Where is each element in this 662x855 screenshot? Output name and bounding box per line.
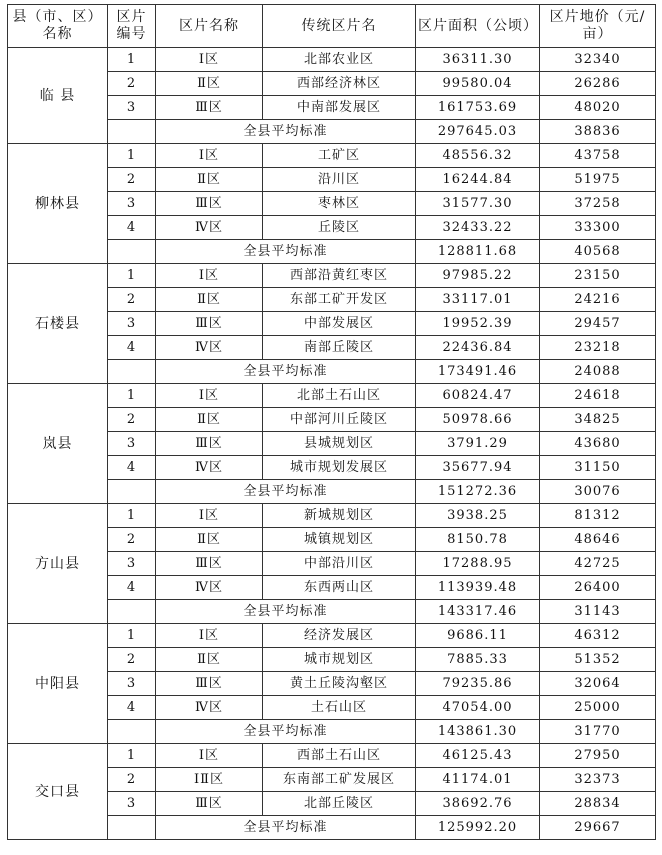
table-row — [8, 144, 656, 168]
average-row-blank-cell — [108, 816, 156, 840]
traditional-zone-name-cell: 西部经济林区 — [263, 72, 416, 96]
traditional-zone-name-cell: 北部农业区 — [263, 48, 416, 72]
zone-number-cell: 2 — [108, 288, 156, 312]
traditional-zone-name-cell: 中部沿川区 — [263, 552, 416, 576]
zone-number-cell: 1 — [108, 48, 156, 72]
zone-number-cell: 2 — [108, 528, 156, 552]
zone-number-cell: 3 — [108, 552, 156, 576]
zone-area-cell: 16244.84 — [416, 168, 540, 192]
zone-price-cell: 31150 — [540, 456, 656, 480]
zone-number-cell: 4 — [108, 576, 156, 600]
header-zone-land-price: 区片地价（元/亩） — [540, 5, 656, 48]
header-traditional-zone-name: 传统区片名 — [263, 5, 416, 48]
zone-price-cell: 48646 — [540, 528, 656, 552]
zone-name-cell: Ⅰ区 — [156, 624, 263, 648]
zone-price-cell: 32064 — [540, 672, 656, 696]
zone-name-cell: ⅠⅡ区 — [156, 768, 263, 792]
average-row-blank-cell — [108, 360, 156, 384]
zone-name-cell: Ⅲ区 — [156, 792, 263, 816]
zone-price-cell: 37258 — [540, 192, 656, 216]
zone-name-cell: Ⅲ区 — [156, 672, 263, 696]
zone-number-cell: 1 — [108, 744, 156, 768]
zone-area-cell: 31577.30 — [416, 192, 540, 216]
zone-price-cell: 33300 — [540, 216, 656, 240]
zone-area-cell: 46125.43 — [416, 744, 540, 768]
zone-name-cell: Ⅱ区 — [156, 168, 263, 192]
zone-name-cell: Ⅲ区 — [156, 552, 263, 576]
zone-name-cell: Ⅰ区 — [156, 744, 263, 768]
zone-area-cell: 3791.29 — [416, 432, 540, 456]
county-total-area-cell: 143861.30 — [416, 720, 540, 744]
traditional-zone-name-cell: 北部土石山区 — [263, 384, 416, 408]
zone-area-cell: 161753.69 — [416, 96, 540, 120]
zone-price-cell: 51352 — [540, 648, 656, 672]
zone-number-cell: 2 — [108, 768, 156, 792]
header-zone-number: 区片编号 — [108, 5, 156, 48]
zone-area-cell: 38692.76 — [416, 792, 540, 816]
zone-number-cell: 4 — [108, 216, 156, 240]
county-name-cell: 中阳县 — [8, 624, 108, 744]
zone-number-cell: 4 — [108, 336, 156, 360]
table-row — [8, 264, 656, 288]
zone-name-cell: Ⅲ区 — [156, 192, 263, 216]
zone-area-cell: 19952.39 — [416, 312, 540, 336]
table-row — [8, 624, 656, 648]
zone-price-cell: 46312 — [540, 624, 656, 648]
zone-name-cell: Ⅰ区 — [156, 384, 263, 408]
zone-number-cell: 1 — [108, 384, 156, 408]
county-average-price-cell: 38836 — [540, 120, 656, 144]
traditional-zone-name-cell: 新城规划区 — [263, 504, 416, 528]
zone-area-cell: 79235.86 — [416, 672, 540, 696]
traditional-zone-name-cell: 枣林区 — [263, 192, 416, 216]
county-average-price-cell: 29667 — [540, 816, 656, 840]
zone-name-cell: Ⅰ区 — [156, 504, 263, 528]
zone-area-cell: 17288.95 — [416, 552, 540, 576]
zone-price-cell: 26400 — [540, 576, 656, 600]
average-row-blank-cell — [108, 480, 156, 504]
county-average-label: 全县平均标准 — [156, 480, 416, 504]
zone-area-cell: 48556.32 — [416, 144, 540, 168]
zone-area-cell: 9686.11 — [416, 624, 540, 648]
zone-area-cell: 35677.94 — [416, 456, 540, 480]
zone-area-cell: 99580.04 — [416, 72, 540, 96]
header-row — [8, 5, 656, 48]
traditional-zone-name-cell: 中部河川丘陵区 — [263, 408, 416, 432]
traditional-zone-name-cell: 西部土石山区 — [263, 744, 416, 768]
zone-area-cell: 7885.33 — [416, 648, 540, 672]
zone-price-cell: 24216 — [540, 288, 656, 312]
zone-price-cell: 43758 — [540, 144, 656, 168]
traditional-zone-name-cell: 黄土丘陵沟壑区 — [263, 672, 416, 696]
zone-number-cell: 3 — [108, 192, 156, 216]
zone-price-cell: 29457 — [540, 312, 656, 336]
zone-number-cell: 3 — [108, 672, 156, 696]
traditional-zone-name-cell: 东部工矿开发区 — [263, 288, 416, 312]
zone-name-cell: Ⅳ区 — [156, 696, 263, 720]
zone-price-cell: 42725 — [540, 552, 656, 576]
county-total-area-cell: 128811.68 — [416, 240, 540, 264]
traditional-zone-name-cell: 西部沿黄红枣区 — [263, 264, 416, 288]
zone-number-cell: 1 — [108, 504, 156, 528]
zone-name-cell: Ⅳ区 — [156, 336, 263, 360]
county-average-label: 全县平均标准 — [156, 720, 416, 744]
county-name-cell: 柳林县 — [8, 144, 108, 264]
county-total-area-cell: 173491.46 — [416, 360, 540, 384]
county-average-price-cell: 31770 — [540, 720, 656, 744]
county-average-price-cell: 31143 — [540, 600, 656, 624]
zone-area-cell: 50978.66 — [416, 408, 540, 432]
zone-name-cell: Ⅲ区 — [156, 432, 263, 456]
zone-name-cell: Ⅰ区 — [156, 264, 263, 288]
zone-number-cell: 3 — [108, 96, 156, 120]
zone-price-cell: 27950 — [540, 744, 656, 768]
zone-price-cell: 32373 — [540, 768, 656, 792]
zone-number-cell: 1 — [108, 624, 156, 648]
zone-area-cell: 113939.48 — [416, 576, 540, 600]
traditional-zone-name-cell: 中部发展区 — [263, 312, 416, 336]
zone-name-cell: Ⅱ区 — [156, 408, 263, 432]
zone-price-cell: 34825 — [540, 408, 656, 432]
zone-number-cell: 3 — [108, 312, 156, 336]
county-average-label: 全县平均标准 — [156, 816, 416, 840]
zone-area-cell: 22436.84 — [416, 336, 540, 360]
zone-area-cell: 97985.22 — [416, 264, 540, 288]
county-name-cell: 石楼县 — [8, 264, 108, 384]
header-county-name: 县（市、区）名称 — [8, 5, 108, 48]
traditional-zone-name-cell: 城镇规划区 — [263, 528, 416, 552]
county-total-area-cell: 297645.03 — [416, 120, 540, 144]
zone-area-cell: 33117.01 — [416, 288, 540, 312]
county-average-label: 全县平均标准 — [156, 360, 416, 384]
county-name-cell: 方山县 — [8, 504, 108, 624]
zone-number-cell: 4 — [108, 696, 156, 720]
zone-name-cell: Ⅱ区 — [156, 288, 263, 312]
traditional-zone-name-cell: 经济发展区 — [263, 624, 416, 648]
county-average-price-cell: 24088 — [540, 360, 656, 384]
table-row — [8, 48, 656, 72]
zone-number-cell: 1 — [108, 264, 156, 288]
traditional-zone-name-cell: 丘陵区 — [263, 216, 416, 240]
average-row-blank-cell — [108, 240, 156, 264]
zone-name-cell: Ⅳ区 — [156, 456, 263, 480]
zone-number-cell: 2 — [108, 408, 156, 432]
zone-price-cell: 23218 — [540, 336, 656, 360]
zone-name-cell: Ⅱ区 — [156, 72, 263, 96]
traditional-zone-name-cell: 城市规划发展区 — [263, 456, 416, 480]
zone-price-cell: 28834 — [540, 792, 656, 816]
zone-number-cell: 3 — [108, 792, 156, 816]
zone-name-cell: Ⅳ区 — [156, 216, 263, 240]
traditional-zone-name-cell: 南部丘陵区 — [263, 336, 416, 360]
county-name-cell: 交口县 — [8, 744, 108, 840]
table-header — [8, 5, 656, 48]
table-row — [8, 504, 656, 528]
traditional-zone-name-cell: 东南部工矿发展区 — [263, 768, 416, 792]
traditional-zone-name-cell: 城市规划区 — [263, 648, 416, 672]
header-zone-name: 区片名称 — [156, 5, 263, 48]
traditional-zone-name-cell: 东西两山区 — [263, 576, 416, 600]
county-average-price-cell: 40568 — [540, 240, 656, 264]
county-average-label: 全县平均标准 — [156, 240, 416, 264]
zone-name-cell: Ⅰ区 — [156, 48, 263, 72]
county-average-label: 全县平均标准 — [156, 600, 416, 624]
average-row-blank-cell — [108, 720, 156, 744]
zone-area-cell: 32433.22 — [416, 216, 540, 240]
county-average-price-cell: 30076 — [540, 480, 656, 504]
county-total-area-cell: 151272.36 — [416, 480, 540, 504]
zone-area-cell: 41174.01 — [416, 768, 540, 792]
zone-name-cell: Ⅳ区 — [156, 576, 263, 600]
zone-price-cell: 51975 — [540, 168, 656, 192]
county-average-label: 全县平均标准 — [156, 120, 416, 144]
zone-price-cell: 48020 — [540, 96, 656, 120]
county-total-area-cell: 143317.46 — [416, 600, 540, 624]
table-row — [8, 744, 656, 768]
traditional-zone-name-cell: 县城规划区 — [263, 432, 416, 456]
traditional-zone-name-cell: 工矿区 — [263, 144, 416, 168]
zone-name-cell: Ⅱ区 — [156, 528, 263, 552]
zone-price-cell: 81312 — [540, 504, 656, 528]
traditional-zone-name-cell: 中南部发展区 — [263, 96, 416, 120]
traditional-zone-name-cell: 土石山区 — [263, 696, 416, 720]
average-row-blank-cell — [108, 600, 156, 624]
zone-price-cell: 24618 — [540, 384, 656, 408]
zone-price-cell: 25000 — [540, 696, 656, 720]
zone-area-cell: 47054.00 — [416, 696, 540, 720]
zone-name-cell: Ⅰ区 — [156, 144, 263, 168]
county-name-cell: 临 县 — [8, 48, 108, 144]
table-body — [8, 48, 656, 840]
zone-area-cell: 36311.30 — [416, 48, 540, 72]
zone-name-cell: Ⅲ区 — [156, 312, 263, 336]
traditional-zone-name-cell: 沿川区 — [263, 168, 416, 192]
zone-number-cell: 2 — [108, 72, 156, 96]
zone-number-cell: 2 — [108, 168, 156, 192]
average-row-blank-cell — [108, 120, 156, 144]
zone-area-cell: 60824.47 — [416, 384, 540, 408]
land-price-table — [7, 4, 656, 840]
zone-name-cell: Ⅲ区 — [156, 96, 263, 120]
zone-price-cell: 43680 — [540, 432, 656, 456]
zone-area-cell: 8150.78 — [416, 528, 540, 552]
zone-number-cell: 3 — [108, 432, 156, 456]
header-zone-area: 区片面积（公顷） — [416, 5, 540, 48]
zone-price-cell: 32340 — [540, 48, 656, 72]
county-total-area-cell: 125992.20 — [416, 816, 540, 840]
zone-number-cell: 2 — [108, 648, 156, 672]
zone-number-cell: 1 — [108, 144, 156, 168]
zone-name-cell: Ⅱ区 — [156, 648, 263, 672]
zone-price-cell: 26286 — [540, 72, 656, 96]
zone-number-cell: 4 — [108, 456, 156, 480]
zone-price-cell: 23150 — [540, 264, 656, 288]
county-name-cell: 岚县 — [8, 384, 108, 504]
traditional-zone-name-cell: 北部丘陵区 — [263, 792, 416, 816]
table-row — [8, 384, 656, 408]
zone-area-cell: 3938.25 — [416, 504, 540, 528]
